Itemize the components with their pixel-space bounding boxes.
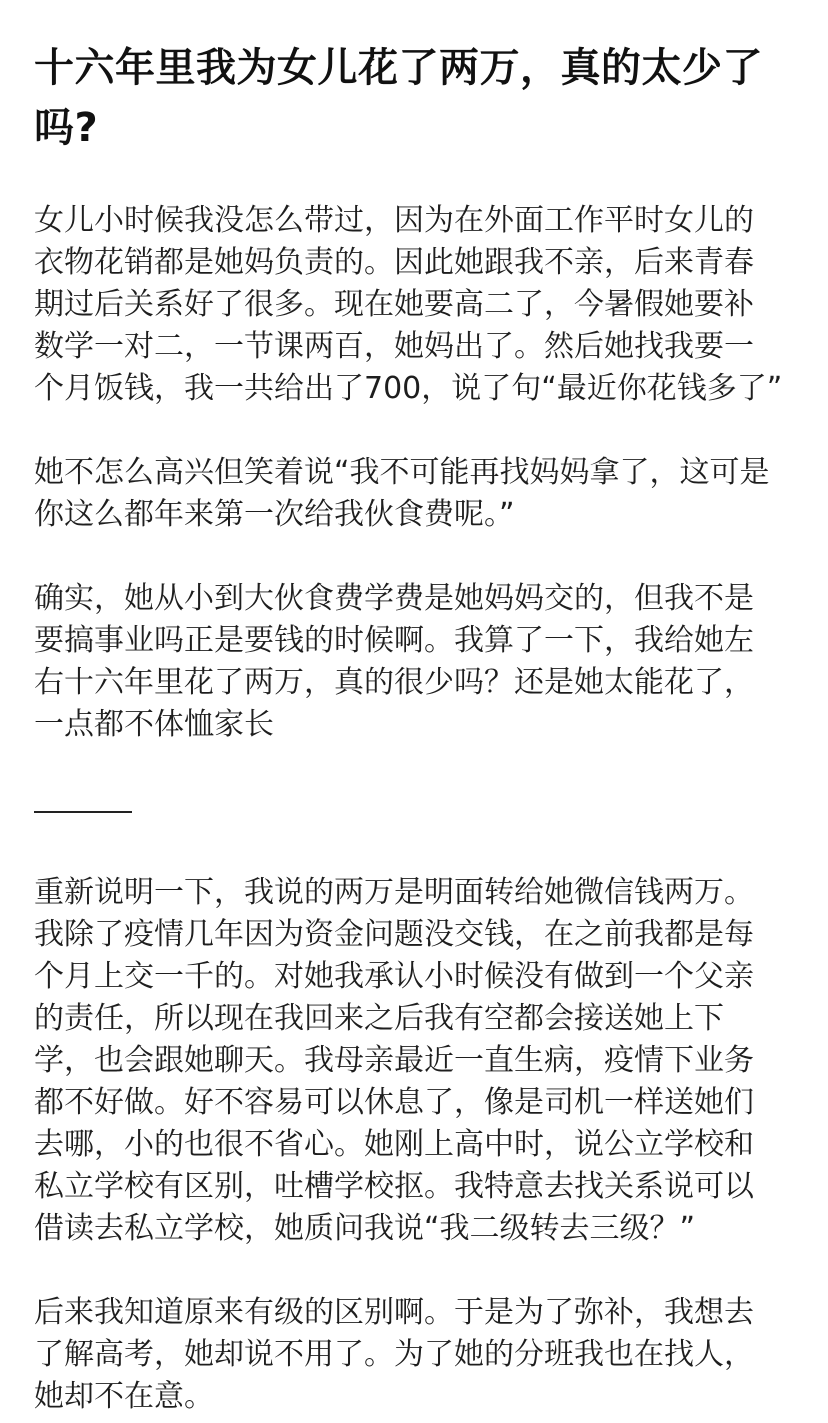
paragraph-spacer — [34, 746, 794, 788]
post-title — [34, 38, 794, 158]
paragraph-line: 她却不在意。 — [34, 1379, 214, 1414]
paragraph — [34, 452, 794, 536]
paragraph-line: 期过后关系好了很多。现在她要高二了，今暑假她要补 — [34, 287, 754, 322]
paragraph — [34, 1292, 794, 1418]
divider-line — [34, 811, 132, 813]
paragraph-line: 数学一对二，一节课两百，她妈出了。然后她找我要一 — [34, 329, 754, 364]
post-title-line: 十六年里我为女儿花了两万，真的太少了 — [34, 45, 763, 91]
paragraph-line: 私立学校有区别，吐槽学校抠。我特意去找关系说可以 — [34, 1169, 754, 1204]
section-divider — [34, 788, 794, 830]
post-title-line: 吗? — [34, 105, 99, 151]
paragraph-line: 一点都不体恤家长 — [34, 707, 274, 742]
post-body — [34, 200, 794, 1418]
paragraph-line: 学，也会跟她聊天。我母亲最近一直生病，疫情下业务 — [34, 1043, 754, 1078]
paragraph-line: 要搞事业吗正是要钱的时候啊。我算了一下，我给她左 — [34, 623, 754, 658]
paragraph-line: 右十六年里花了两万，真的很少吗？还是她太能花了， — [34, 665, 754, 700]
paragraph-line: 了解高考，她却说不用了。为了她的分班我也在找人， — [34, 1337, 754, 1372]
paragraph-spacer — [34, 1250, 794, 1292]
paragraph-line: 个月饭钱，我一共给出了700，说了句“最近你花钱多了” — [34, 371, 783, 406]
paragraph — [34, 872, 794, 1250]
paragraph-spacer — [34, 830, 794, 872]
paragraph-line: 你这么都年来第一次给我伙食费呢。” — [34, 497, 515, 532]
paragraph-line: 个月上交一千的。对她我承认小时候没有做到一个父亲 — [34, 959, 754, 994]
paragraph-line: 衣物花销都是她妈负责的。因此她跟我不亲，后来青春 — [34, 245, 754, 280]
paragraph — [34, 200, 794, 410]
paragraph-line: 去哪，小的也很不省心。她刚上高中时，说公立学校和 — [34, 1127, 754, 1162]
paragraph-line: 确实，她从小到大伙食费学费是她妈妈交的，但我不是 — [34, 581, 754, 616]
paragraph-line: 借读去私立学校，她质问我说“我二级转去三级？” — [34, 1211, 696, 1246]
paragraph-line: 都不好做。好不容易可以休息了，像是司机一样送她们 — [34, 1085, 754, 1120]
paragraph-line: 女儿小时候我没怎么带过，因为在外面工作平时女儿的 — [34, 203, 754, 238]
paragraph — [34, 578, 794, 746]
paragraph-line: 重新说明一下，我说的两万是明面转给她微信钱两万。 — [34, 875, 754, 910]
paragraph-spacer — [34, 410, 794, 452]
paragraph-line: 后来我知道原来有级的区别啊。于是为了弥补，我想去 — [34, 1295, 754, 1330]
paragraph-line: 的责任，所以现在我回来之后我有空都会接送她上下 — [34, 1001, 724, 1036]
paragraph-spacer — [34, 536, 794, 578]
paragraph-line: 她不怎么高兴但笑着说“我不可能再找妈妈拿了，这可是 — [34, 455, 770, 490]
paragraph-line: 我除了疫情几年因为资金问题没交钱，在之前我都是每 — [34, 917, 754, 952]
